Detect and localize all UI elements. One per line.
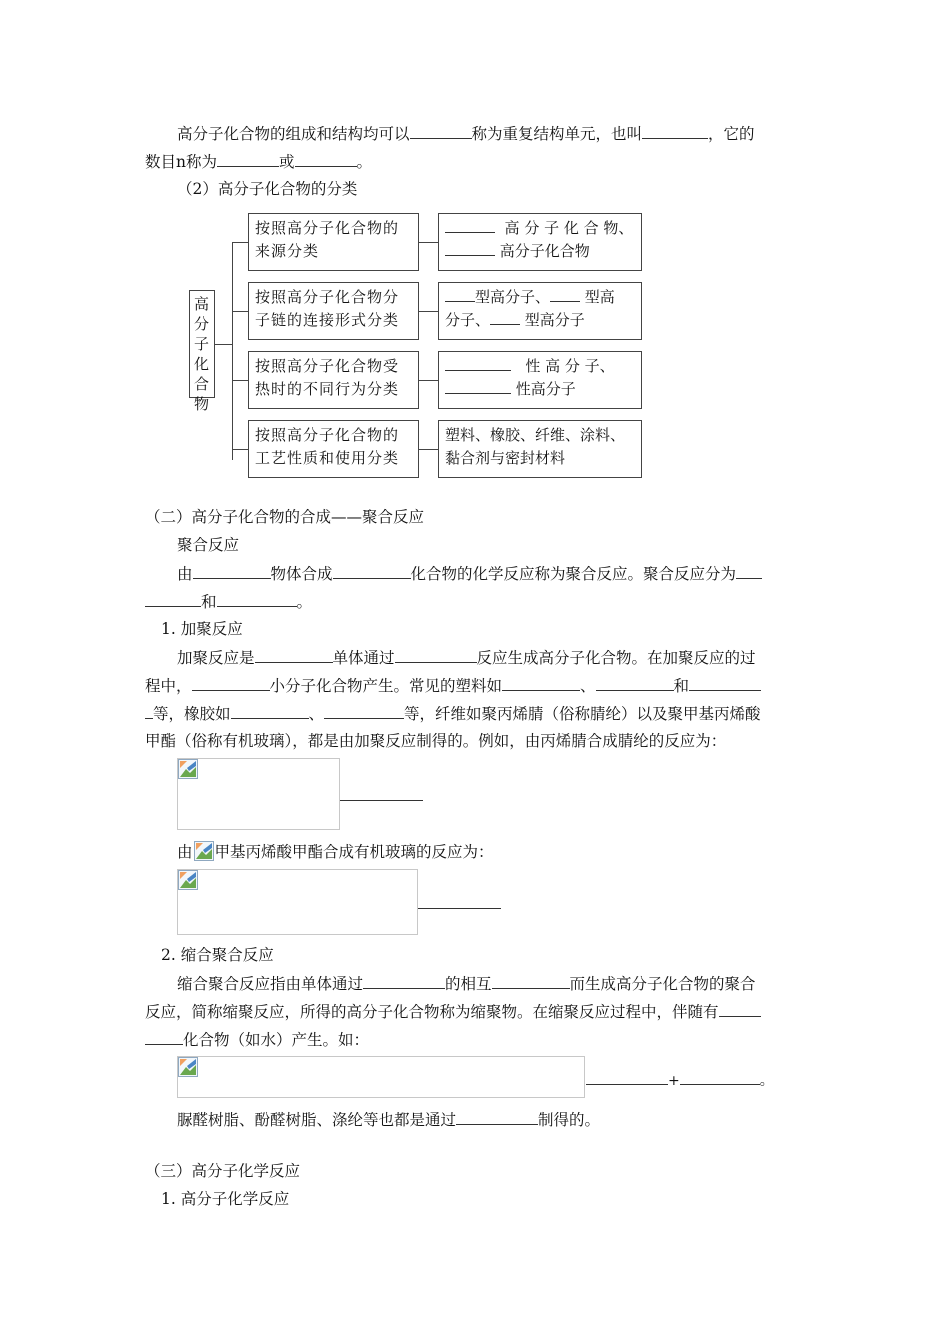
text: ，它的 (708, 125, 755, 143)
fill-blank[interactable] (231, 703, 309, 719)
fill-blank[interactable] (502, 675, 580, 691)
text: 。 (356, 153, 373, 171)
text: 性 高 分 子、 (525, 357, 615, 375)
result-source (438, 213, 642, 271)
text: 由 (177, 565, 193, 583)
fill-blank[interactable] (586, 1069, 668, 1085)
connector (232, 242, 233, 460)
basis-chain: 按照高分子化合物分子链的连接形式分类 (248, 282, 419, 340)
acrylonitrile-equation-image (177, 758, 340, 830)
text: 等，纤维如聚丙烯腈（俗称腈纶）以及聚甲基丙烯酸 (404, 705, 761, 723)
text: 高 分 子 化 合 物、 (504, 219, 634, 237)
result-chain (438, 282, 642, 340)
fill-blank[interactable] (145, 1029, 183, 1045)
text: 称为重复结构单元，也叫 (471, 125, 643, 143)
connector (419, 242, 438, 243)
connector (232, 311, 248, 312)
text: + (668, 1073, 680, 1089)
text: 。 (296, 593, 313, 611)
basis-source: 按照高分子化合物的来源分类 (248, 213, 419, 271)
text: 数目n称为 (145, 153, 217, 171)
text: 单体通过 (332, 649, 395, 667)
broken-image-icon (178, 1057, 198, 1077)
fill-blank[interactable] (550, 286, 580, 302)
text: 缩合聚合反应指由单体通过 (177, 975, 364, 993)
text: 或 (278, 153, 295, 171)
fill-blank[interactable] (596, 675, 674, 691)
result-use: 塑料、橡胶、纤维、涂料、黏合剂与密封材料 (438, 420, 642, 478)
synthesis-line-2 (145, 591, 312, 612)
mma-equation-image (177, 869, 418, 935)
fill-blank[interactable] (410, 123, 472, 139)
fill-blank[interactable] (719, 1001, 761, 1017)
text: 脲醛树脂、酚醛树脂、涤纶等也都是通过 (177, 1111, 457, 1129)
fill-blank[interactable] (445, 355, 511, 371)
fill-blank[interactable] (193, 563, 271, 579)
fill-blank[interactable] (192, 675, 270, 691)
fill-blank[interactable] (492, 973, 570, 989)
condensation-line-2 (145, 1001, 761, 1022)
text: 和 (673, 677, 690, 695)
answer-line[interactable] (340, 800, 423, 801)
fill-blank[interactable] (217, 591, 297, 607)
text: 、 (580, 677, 596, 695)
fill-blank[interactable] (145, 591, 201, 607)
fill-blank[interactable] (445, 240, 495, 256)
text: 化合物（如水）产生。如： (183, 1031, 370, 1049)
text: 而生成高分子化合物的聚合 (569, 975, 756, 993)
reaction-heading: （三）高分子化学反应 (145, 1162, 301, 1180)
text: 反应生成高分子化合物。在加聚反应的过 (476, 649, 756, 667)
intro-line-1 (177, 123, 755, 144)
text: 的相互 (445, 975, 492, 993)
connector (419, 380, 438, 381)
text: 。 (759, 1073, 774, 1089)
answer-line[interactable] (418, 908, 501, 909)
text: 程中， (145, 677, 192, 695)
reaction-sub: 1. 高分子化学反应 (161, 1190, 290, 1208)
synthesis-heading: （二）高分子化合物的合成——聚合反应 (145, 508, 425, 526)
fill-blank[interactable] (642, 123, 708, 139)
connector (232, 380, 248, 381)
condensation-line-3 (145, 1029, 369, 1050)
condensation-heading: 2. 缩合聚合反应 (161, 946, 274, 964)
condensation-equation-tail (586, 1069, 774, 1091)
fill-blank[interactable] (333, 563, 411, 579)
text: 分子、 (445, 311, 491, 329)
fill-blank[interactable] (395, 647, 477, 663)
text: 化合物的化学反应称为聚合反应。聚合反应分为 (410, 565, 737, 583)
fill-blank[interactable] (217, 151, 279, 167)
fill-blank[interactable] (736, 563, 762, 579)
text: 等，橡胶如 (153, 705, 231, 723)
text: 型高分子、 (475, 288, 551, 306)
classify-heading: （2）高分子化合物的分类 (177, 180, 358, 198)
fill-blank[interactable] (255, 647, 333, 663)
text: 反应，简称缩聚反应，所得的高分子化合物称为缩聚物。在缩聚反应过程中，伴随有 (145, 1003, 719, 1021)
text: 小分子化合物产生。常见的塑料如 (269, 677, 503, 695)
text: 型高 (584, 288, 615, 306)
broken-image-icon (178, 759, 198, 779)
fill-blank[interactable] (145, 703, 153, 719)
condensation-equation-image (177, 1056, 585, 1098)
basis-use: 按照高分子化合物的工艺性质和使用分类 (248, 420, 419, 478)
text: 物体合成 (270, 565, 333, 583)
connector (419, 449, 438, 450)
connector (419, 311, 438, 312)
condensation-line-1 (177, 973, 756, 994)
text: 、 (308, 705, 325, 723)
fill-blank[interactable] (680, 1069, 760, 1085)
text: 高分子化合物的组成和结构均可以 (177, 125, 410, 143)
synthesis-line-1 (177, 563, 762, 584)
result-heat (438, 351, 642, 409)
intro-line-2 (145, 151, 372, 172)
mma-line (177, 841, 494, 862)
fill-blank[interactable] (295, 151, 357, 167)
fill-blank[interactable] (689, 675, 761, 691)
fill-blank[interactable] (490, 309, 520, 325)
connector (232, 449, 248, 450)
condensation-line-4 (177, 1109, 600, 1130)
text: 型高分子 (524, 311, 585, 329)
basis-heat: 按照高分子化合物受热时的不同行为分类 (248, 351, 419, 409)
fill-blank[interactable] (445, 378, 511, 394)
text: 性高分子 (515, 380, 576, 398)
fill-blank[interactable] (445, 217, 495, 233)
fill-blank[interactable] (445, 286, 475, 302)
connector (215, 344, 232, 345)
fill-blank[interactable] (363, 973, 445, 989)
connector (232, 242, 248, 243)
addition-line-3 (145, 703, 761, 724)
synthesis-sub: 聚合反应 (177, 536, 240, 554)
text: 甲基丙烯酸甲酯合成有机玻璃的反应为： (214, 843, 494, 861)
addition-heading: 1. 加聚反应 (161, 620, 243, 638)
fill-blank[interactable] (456, 1109, 538, 1125)
text: 由 (177, 843, 193, 861)
text: 和 (201, 593, 217, 611)
broken-image-icon (178, 870, 198, 890)
text: 制得的。 (538, 1111, 601, 1129)
text: 高分子化合物 (499, 242, 590, 260)
addition-line-4: 甲酯（俗称有机玻璃），都是由加聚反应制得的。例如，由丙烯腈合成腈纶的反应为： (145, 732, 727, 750)
fill-blank[interactable] (324, 703, 404, 719)
broken-image-icon (194, 841, 214, 861)
addition-line-1 (177, 647, 756, 668)
diagram-root: 高分子化合物 (189, 290, 215, 398)
text: 加聚反应是 (177, 649, 255, 667)
addition-line-2 (145, 675, 761, 696)
